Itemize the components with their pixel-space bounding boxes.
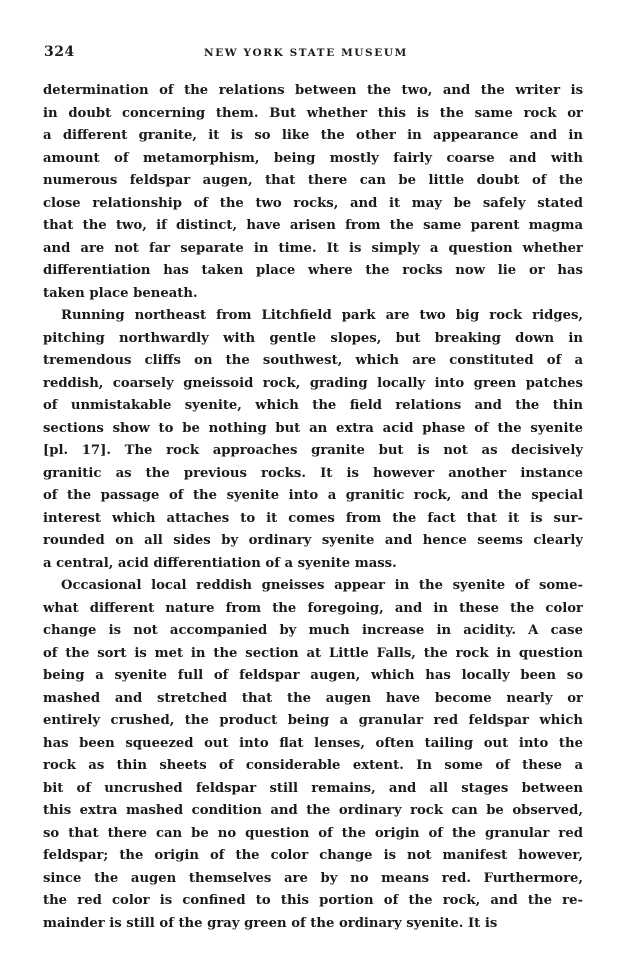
text-line: differentiation has taken place where the rocks now lie or has bbox=[43, 263, 583, 278]
text-line: interest which attaches to it comes from the fact that it is sur- bbox=[43, 510, 583, 526]
text-line: the red color is confined to this portion of the rock, and the re- bbox=[43, 893, 583, 908]
text-line: what different nature from the foregoing, and in these the color bbox=[43, 600, 583, 616]
text-line: pitching northwardly with gentle slopes, but breaking down in bbox=[43, 330, 583, 346]
running-head: NEW YORK STATE MUSEUM bbox=[204, 47, 408, 59]
text-line: this extra mashed condition and the ordinary rock can be observed, bbox=[43, 803, 583, 818]
text-line: mashed and stretched that the augen have become nearly or bbox=[43, 690, 583, 706]
paragraph bbox=[43, 305, 583, 575]
text-line: change is not accompanied by much increase in acidity. A case bbox=[43, 623, 583, 638]
text-line: since the augen themselves are by no means red. Furthermore, bbox=[43, 870, 583, 886]
text-line: sections show to be nothing but an extra acid phase of the syenite bbox=[43, 420, 583, 436]
text-line: of the passage of the syenite into a granitic rock, and the special bbox=[43, 488, 583, 503]
text-line: tremendous cliffs on the southwest, which are constituted of a bbox=[43, 353, 583, 368]
text-line: bit of uncrushed feldspar still remains, and all stages between bbox=[43, 780, 583, 796]
text-line: determination of the relations between the two, and the writer is bbox=[43, 83, 583, 98]
text-line: in doubt concerning them. But whether this is the same rock or bbox=[43, 105, 583, 121]
text-line: of the sort is met in the section at Little Falls, the rock in question bbox=[43, 645, 583, 661]
text-line: Running northeast from Litchfield park are two big rock ridges, bbox=[61, 308, 583, 323]
text-line: close relationship of the two rocks, and it may be safely stated bbox=[43, 195, 583, 211]
text-line: and are not far separate in time. It is simply a question whether bbox=[43, 240, 583, 256]
text-line: that the two, if distinct, have arisen from the same parent magma bbox=[43, 218, 583, 233]
paragraph bbox=[43, 80, 583, 305]
text-line: feldspar; the origin of the color change is not manifest however, bbox=[43, 848, 583, 863]
text-line: entirely crushed, the product being a granular red feldspar which bbox=[43, 713, 583, 728]
text-line: granitic as the previous rocks. It is however another instance bbox=[43, 465, 583, 481]
text-line: has been squeezed out into flat lenses, often tailing out into the bbox=[43, 735, 583, 751]
text-line: taken place beneath. bbox=[43, 285, 198, 301]
text-line: reddish, coarsely gneissoid rock, grading locally into green patches bbox=[43, 375, 583, 391]
text-line: rock as thin sheets of considerable extent. In some of these a bbox=[43, 758, 583, 773]
text-line: Occasional local reddish gneisses appear in the syenite of some- bbox=[61, 578, 583, 593]
text-line: amount of metamorphism, being mostly fairly coarse and with bbox=[43, 150, 583, 166]
text-line: so that there can be no question of the origin of the granular red bbox=[43, 825, 583, 841]
page-header bbox=[44, 44, 584, 64]
paragraph bbox=[43, 575, 583, 935]
text-line: a different granite, it is so like the other in appearance and in bbox=[43, 128, 583, 143]
text-line: [pl. 17]. The rock approaches granite but is not as decisively bbox=[43, 443, 583, 458]
text-line: mainder is still of the gray green of the ordinary syenite. It is bbox=[43, 915, 498, 931]
page-number: 324 bbox=[44, 44, 75, 60]
text-line: being a syenite full of feldspar augen, which has locally been so bbox=[43, 668, 583, 683]
body-text bbox=[43, 80, 583, 935]
text-line: of unmistakable syenite, which the field relations and the thin bbox=[43, 398, 583, 413]
text-line: a central, acid differentiation of a syenite mass. bbox=[43, 555, 397, 571]
text-line: numerous feldspar augen, that there can be little doubt of the bbox=[43, 173, 583, 188]
text-line: rounded on all sides by ordinary syenite and hence seems clearly bbox=[43, 533, 583, 548]
